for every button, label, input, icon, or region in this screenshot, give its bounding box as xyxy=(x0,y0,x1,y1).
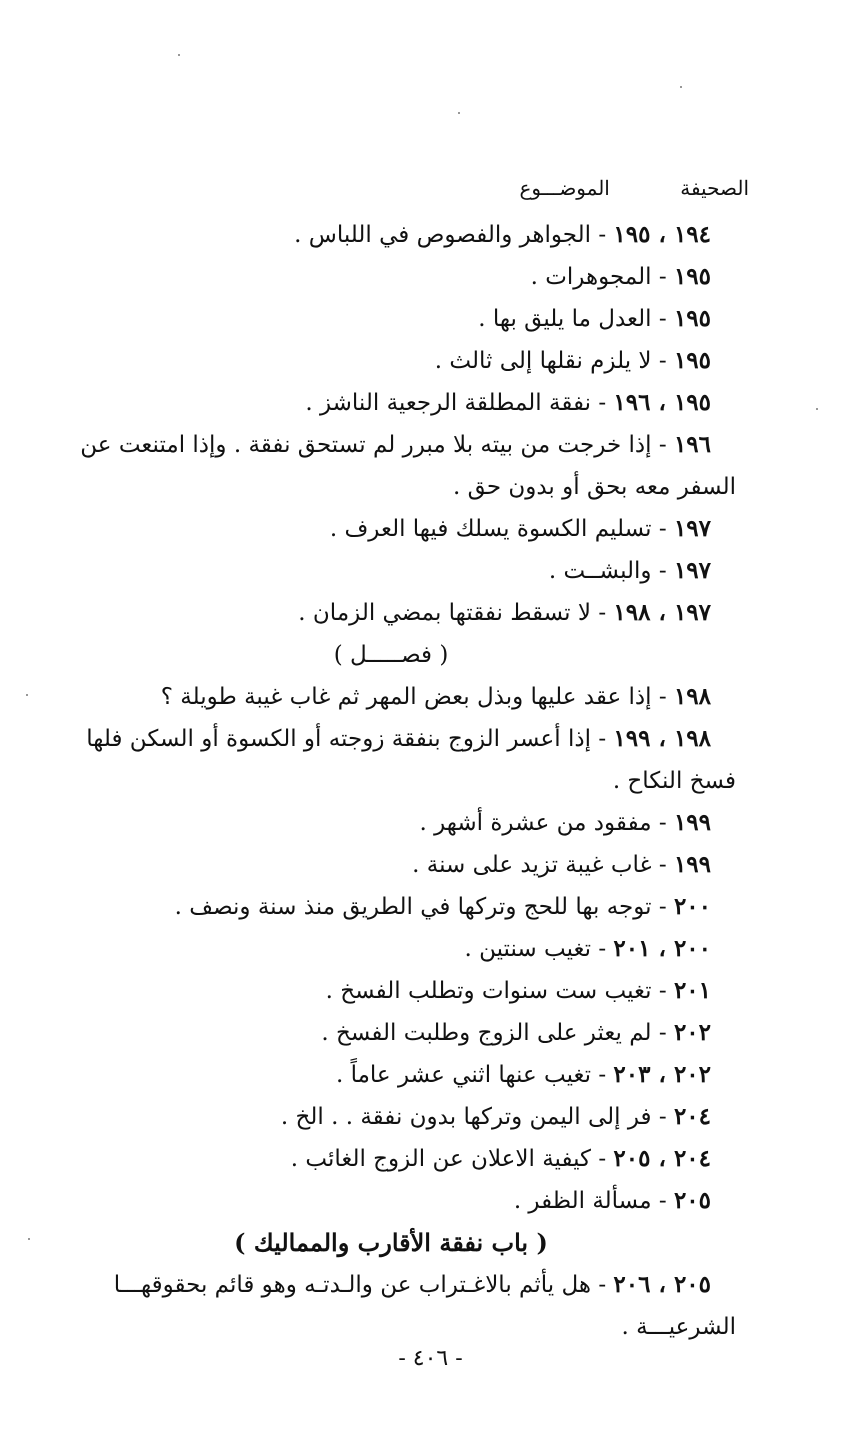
entry-text: مسألة الظفر . xyxy=(513,1188,652,1214)
scan-speck xyxy=(28,1238,30,1240)
index-entry: ١٩٩ - غاب غيبة تزيد على سنة . xyxy=(412,851,711,878)
entry-text: هل يأثم بالاغـتراب عن والـدتـه وهو قائم بحقوقهـــا xyxy=(113,1272,592,1298)
entry-pages: ١٩٥ ، ١٩٦ xyxy=(613,389,711,416)
entry-pages: ٢٠٥ ، ٢٠٦ xyxy=(613,1271,711,1298)
entry-text: العدل ما يليق بها . xyxy=(478,306,652,332)
index-entry: ٢٠٥ - مسألة الظفر . xyxy=(513,1187,711,1214)
index-entry: ١٩٨ ، ١٩٩ - إذا أعسر الزوج بنفقة زوجته أو الكسوة أو السكن فلها xyxy=(86,725,711,752)
entry-text: تسليم الكسوة يسلك فيها العرف . xyxy=(329,516,652,542)
index-entry: ٢٠٤ ، ٢٠٥ - كيفية الاعلان عن الزوج الغائب . xyxy=(290,1145,711,1172)
entry-text: توجه بها للحج وتركها في الطريق منذ سنة ونصف . xyxy=(174,894,652,920)
index-entry: ٢٠٤ - فر إلى اليمن وتركها بدون نفقة . . الخ . xyxy=(280,1103,711,1130)
section-heading: ( فصـــــل ) xyxy=(333,642,449,668)
page-number: - ٤٠٦ - xyxy=(398,1346,463,1371)
index-entry: ١٩٥ - لا يلزم نقلها إلى ثالث . xyxy=(434,347,711,374)
entry-continuation: الشرعيـــة . xyxy=(621,1314,736,1340)
table-header xyxy=(519,176,749,200)
index-entry: ٢٠٢ ، ٢٠٣ - تغيب عنها اثني عشر عاماً . xyxy=(335,1061,711,1088)
entry-pages: ١٩٤ ، ١٩٥ xyxy=(613,221,711,248)
entry-pages: ٢٠٢ ، ٢٠٣ xyxy=(613,1061,711,1088)
index-entry: ٢٠١ - تغيب ست سنوات وتطلب الفسخ . xyxy=(325,977,711,1004)
index-entry: ٢٠٢ - لم يعثر على الزوج وطلبت الفسخ . xyxy=(321,1019,711,1046)
entry-text: المجوهرات . xyxy=(530,264,652,290)
entry-pages: ١٩٧ ، ١٩٨ xyxy=(613,599,711,626)
scan-speck xyxy=(816,408,818,410)
entry-text: لا تسقط نفقتها بمضي الزمان . xyxy=(298,600,592,626)
index-entry: ٢٠٠ ، ٢٠١ - تغيب سنتين . xyxy=(464,935,711,962)
scan-speck xyxy=(26,694,28,696)
entry-text: لا يلزم نقلها إلى ثالث . xyxy=(434,348,652,374)
entry-text: إذا أعسر الزوج بنفقة زوجته أو الكسوة أو السكن فلها xyxy=(86,726,592,752)
entry-text: كيفية الاعلان عن الزوج الغائب . xyxy=(290,1146,592,1172)
entry-text: نفقة المطلقة الرجعية الناشز . xyxy=(305,390,592,416)
entry-pages: ١٩٥ xyxy=(673,347,711,374)
entry-text: فر إلى اليمن وتركها بدون نفقة . . الخ . xyxy=(280,1104,652,1130)
entry-pages: ١٩٨ xyxy=(673,683,711,710)
entry-pages: ٢٠٠ xyxy=(673,893,711,920)
scan-speck xyxy=(680,86,682,88)
index-entry: ٢٠٥ ، ٢٠٦ - هل يأثم بالاغـتراب عن والـدتـه وهو قائم بحقوقهـــا xyxy=(113,1271,711,1298)
entry-pages: ١٩٨ ، ١٩٩ xyxy=(613,725,711,752)
index-entry: ١٩٥ ، ١٩٦ - نفقة المطلقة الرجعية الناشز . xyxy=(305,389,711,416)
entry-pages: ٢٠٢ xyxy=(673,1019,711,1046)
index-entry: ١٩٥ - المجوهرات . xyxy=(530,263,711,290)
index-entry: ٢٠٠ - توجه بها للحج وتركها في الطريق منذ سنة ونصف . xyxy=(174,893,711,920)
entry-pages: ١٩٧ xyxy=(673,515,711,542)
index-entry: ١٩٧ - والبشــت . xyxy=(548,557,711,584)
index-entry: ١٩٧ - تسليم الكسوة يسلك فيها العرف . xyxy=(329,515,711,542)
entry-text: تغيب عنها اثني عشر عاماً . xyxy=(335,1062,592,1088)
entry-text: تغيب سنتين . xyxy=(464,936,592,962)
index-entry: ١٩٦ - إذا خرجت من بيته بلا مبرر لم تستحق نفقة . وإذا امتنعت عن xyxy=(80,431,711,458)
scan-speck xyxy=(178,54,180,56)
entry-pages: ١٩٩ xyxy=(673,809,711,836)
entry-text: إذا خرجت من بيته بلا مبرر لم تستحق نفقة . وإذا امتنعت عن xyxy=(80,432,652,458)
entry-pages: ٢٠٠ ، ٢٠١ xyxy=(613,935,711,962)
entry-pages: ١٩٥ xyxy=(673,305,711,332)
entry-pages: ١٩٩ xyxy=(673,851,711,878)
index-entry: ١٩٨ - إذا عقد عليها وبذل بعض المهر ثم غاب غيبة طويلة ؟ xyxy=(160,683,711,710)
entry-text: غاب غيبة تزيد على سنة . xyxy=(412,852,652,878)
entry-continuation: فسخ النكاح . xyxy=(612,768,736,794)
entry-text: والبشــت . xyxy=(548,558,652,584)
entry-pages: ٢٠١ xyxy=(673,977,711,1004)
index-entry: ١٩٧ ، ١٩٨ - لا تسقط نفقتها بمضي الزمان . xyxy=(298,599,711,626)
entry-pages: ١٩٦ xyxy=(673,431,711,458)
index-entries xyxy=(71,214,736,1348)
entry-text: تغيب ست سنوات وتطلب الفسخ . xyxy=(325,978,652,1004)
entry-pages: ١٩٥ xyxy=(673,263,711,290)
entry-text: الجواهر والفصوص في اللباس . xyxy=(294,222,592,248)
entry-text: إذا عقد عليها وبذل بعض المهر ثم غاب غيبة طويلة ؟ xyxy=(160,684,652,710)
scan-speck xyxy=(458,112,460,114)
entry-text: مفقود من عشرة أشهر . xyxy=(419,810,652,836)
index-entry: ١٩٩ - مفقود من عشرة أشهر . xyxy=(419,809,711,836)
index-entry: ١٩٤ ، ١٩٥ - الجواهر والفصوص في اللباس . xyxy=(294,221,711,248)
chapter-heading: ( باب نفقة الأقارب والمماليك ) xyxy=(234,1228,548,1257)
page-column-heading: الصحيفة xyxy=(680,176,749,200)
entry-pages: ٢٠٥ xyxy=(673,1187,711,1214)
entry-pages: ٢٠٤ xyxy=(673,1103,711,1130)
index-entry: ١٩٥ - العدل ما يليق بها . xyxy=(478,305,711,332)
entry-pages: ٢٠٤ ، ٢٠٥ xyxy=(613,1145,711,1172)
entry-continuation: السفر معه بحق أو بدون حق . xyxy=(453,474,736,500)
topic-column-heading: الموضـــوع xyxy=(519,176,610,200)
entry-text: لم يعثر على الزوج وطلبت الفسخ . xyxy=(321,1020,652,1046)
entry-pages: ١٩٧ xyxy=(673,557,711,584)
